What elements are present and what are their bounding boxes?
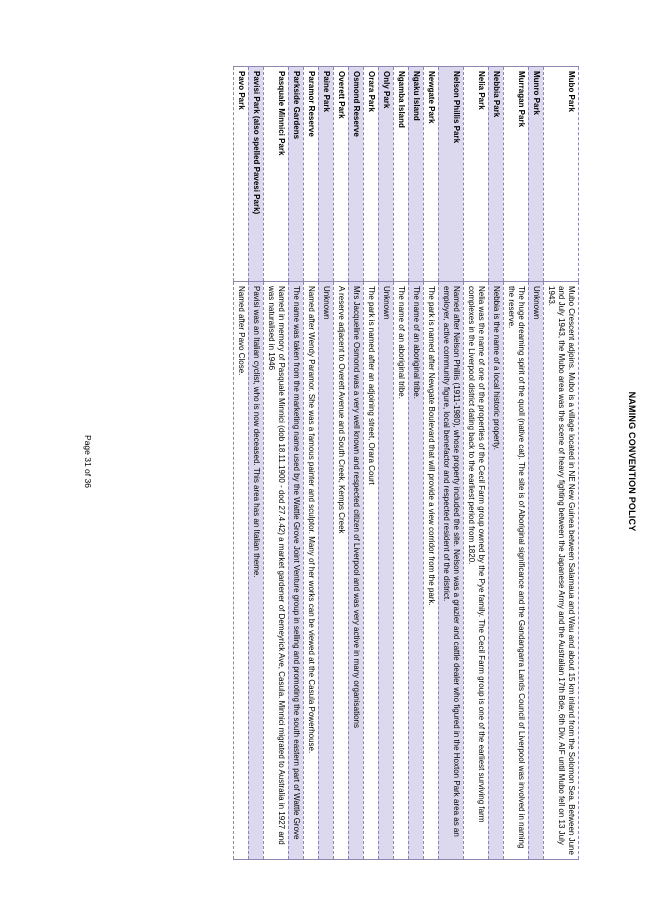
park-name-cell: Nebbia Park [489, 67, 504, 282]
table-row [334, 67, 349, 860]
description-cell: Named after Nelson Phillis (1911-1980), whose property included the site. Nelson was a grazier and cattle dealer who figured in the Hoxton Park area as an employer, active community figure, local benefactor and respected resident of the district. [439, 282, 464, 860]
description-cell: Pavisi was an Italian cyclist, who is now deceased. This area has an Italian theme. [249, 282, 264, 860]
table-row [304, 67, 319, 860]
table-row [504, 67, 529, 860]
description-cell: Named in memory of Pasquale Minnici (dob 18.11.1900 - dod 27.4.42) a market gardener of Demeyrick Ave, Casula. Minnici migrated to Australia in 1927 and was naturalised in 1946 [264, 282, 289, 860]
table-row [234, 67, 249, 860]
table-row [319, 67, 334, 860]
table-row [464, 67, 489, 860]
table-row [349, 67, 364, 860]
description-cell: Unknown [319, 282, 334, 860]
table-row [264, 67, 289, 860]
description-cell: Unknown [529, 282, 544, 860]
description-cell: Mubo Crescent adjoins. Mubo is a village located in NE New Guinea between Salamaua and Wau and about 15 km inland from the Solomon Sea. Between June and July 1943, the Mubo area was the scene of heavy fighting between the Japanese Army and the Australian 17th Bde, 6th Div. AIF until Mubo fell on 13 July 1943. [544, 282, 579, 860]
description-cell: The name of an aboriginal tribe. [394, 282, 409, 860]
park-name-cell: Munro Park [529, 67, 544, 282]
table-row [424, 67, 439, 860]
description-cell: The park is named after Newgate Boulevard that will provide a view corridor from the park. [424, 282, 439, 860]
park-name-cell: Newgate Park [424, 67, 439, 282]
park-name-cell: Overett Park [334, 67, 349, 282]
page-number: Page 31 of 36 [83, 435, 93, 488]
table-row [249, 67, 264, 860]
table-row [364, 67, 379, 860]
park-name-cell: Pavisi Park (also spelled Pavesi Park) [249, 67, 264, 282]
park-name-cell: Mubo Park [544, 67, 579, 282]
description-cell: Nelia was the name of one of the properties of the Cecil Farm group owned by the Pye family. The Cecil Farm group is one of the earliest surviving farm complexes in the Liverpool district dating back to the earliest period from 1820. [464, 282, 489, 860]
table-row [409, 67, 424, 860]
table-row [529, 67, 544, 860]
park-name-cell: Only Park [379, 67, 394, 282]
naming-table-body [234, 67, 579, 860]
document-title: NAMING CONVENTION POLICY [627, 391, 637, 532]
table-row [394, 67, 409, 860]
park-name-cell: Nelson Phillis Park [439, 67, 464, 282]
park-name-cell: Orara Park [364, 67, 379, 282]
park-name-cell: Parkside Gardens [289, 67, 304, 282]
description-cell: A reserve adjacent to Overett Avenue and South Creek, Kemps Creek [334, 282, 349, 860]
park-name-cell: Osmond Reserve [349, 67, 364, 282]
description-cell: The name was taken from the marketing name used by the Wattle Grove Joint Venture group in selling and promoting the south eastern part of Wattle Grove [289, 282, 304, 860]
description-cell: Named after Wendy Paramor. She was a famous painter and sculptor. Many of her works can be viewed at the Casula Powerhouse. [304, 282, 319, 860]
description-cell: Nebbia is the name of a local historic property. [489, 282, 504, 860]
description-cell: Mrs Jacqueline Osmond was a very well known and respected citizen of Liverpool and was very active in many organisations [349, 282, 364, 860]
park-name-cell: Ngaku Island [409, 67, 424, 282]
park-name-cell: Murragan Park [504, 67, 529, 282]
description-cell: Named after Pavo Close. [234, 282, 249, 860]
description-cell: Unknown [379, 282, 394, 860]
park-name-cell: Paine Park [319, 67, 334, 282]
park-name-cell: Paramor Reserve [304, 67, 319, 282]
table-row [544, 67, 579, 860]
naming-table [233, 66, 579, 860]
park-name-cell: Pavo Park [234, 67, 249, 282]
table-row [439, 67, 464, 860]
description-cell: The huge dreaming spirit of the quoll (native cat). The site is of Aboriginal significance and the Gandangarra Lands Council of Liverpool was involved in naming the reserve. [504, 282, 529, 860]
description-cell: The park is named after an adjoining street, Orara Court [364, 282, 379, 860]
park-name-cell: Nelia Park [464, 67, 489, 282]
park-name-cell: Ngamba Island [394, 67, 409, 282]
naming-table-container [233, 66, 579, 860]
table-row [289, 67, 304, 860]
table-row [379, 67, 394, 860]
table-row [489, 67, 504, 860]
park-name-cell: Pasquale Minnici Park [264, 67, 289, 282]
description-cell: The name of an aboriginal tribe. [409, 282, 424, 860]
